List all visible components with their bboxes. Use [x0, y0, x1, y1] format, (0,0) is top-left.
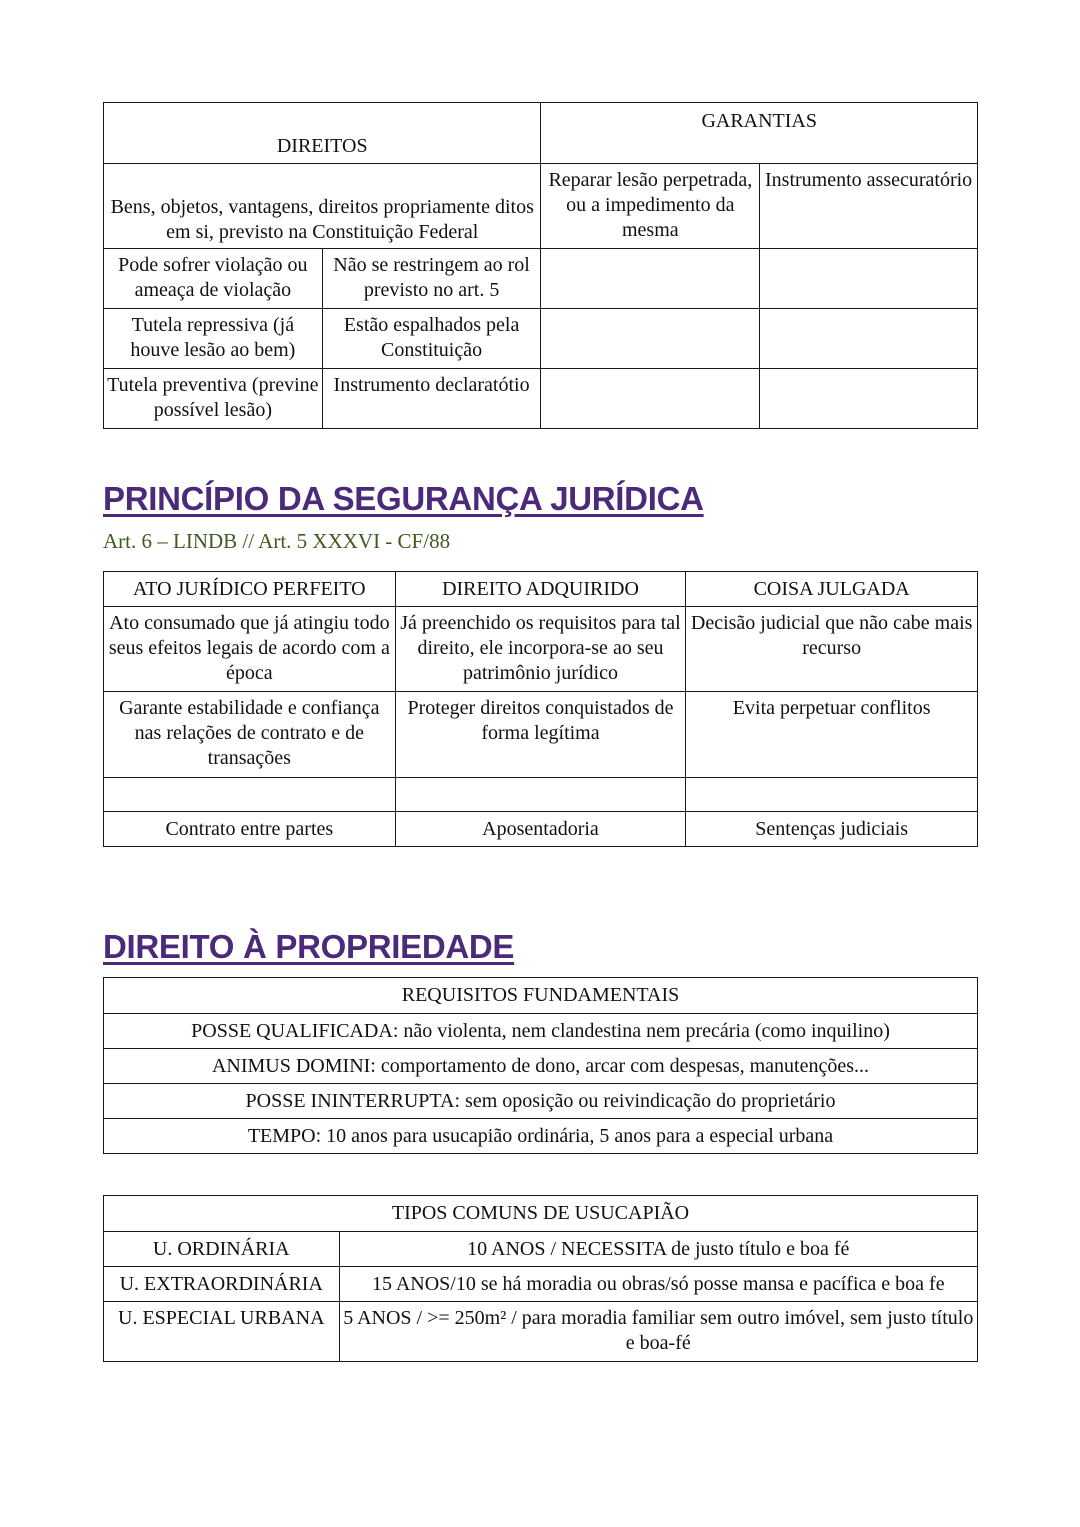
- table-row: [104, 692, 978, 778]
- cell: Proteger direitos conquistados de forma legítima: [395, 692, 686, 778]
- cell: Evita perpetuar conflitos: [686, 692, 978, 778]
- tipo-cell: U. EXTRAORDINÁRIA: [104, 1267, 340, 1302]
- list-item: POSSE QUALIFICADA: não violenta, nem clandestina nem precária (como inquilino): [104, 1014, 978, 1049]
- header-direitos: DIREITOS: [104, 103, 541, 164]
- column-header: COISA JULGADA: [686, 572, 978, 607]
- cell: Já preenchido os requisitos para tal direito, ele incorpora-se ao seu patrimônio jurídico: [395, 607, 686, 692]
- cell: Tutela preventiva (previne possível lesão): [104, 369, 323, 429]
- cell: [760, 249, 978, 309]
- cell: Ato consumado que já atingiu todo seus efeitos legais de acordo com a época: [104, 607, 396, 692]
- cell: Não se restringem ao rol previsto no art. 5: [322, 249, 541, 309]
- cell: Decisão judicial que não cabe mais recurso: [686, 607, 978, 692]
- table-row: [104, 812, 978, 847]
- requisitos-fundamentais-table: [103, 977, 978, 1154]
- desc-cell: 5 ANOS / >= 250m² / para moradia familiar sem outro imóvel, sem justo título e boa-fé: [339, 1302, 977, 1362]
- cell: Instrumento declaratótio: [322, 369, 541, 429]
- cell: [395, 778, 686, 812]
- table-row: [104, 369, 978, 429]
- cell: [104, 778, 396, 812]
- tipo-cell: U. ORDINÁRIA: [104, 1232, 340, 1267]
- seguranca-juridica-table: [103, 571, 978, 847]
- direitos-definition: Bens, objetos, vantagens, direitos propriamente ditos em si, previsto na Constituição Federal: [104, 164, 541, 249]
- direitos-garantias-table: [103, 102, 978, 429]
- cell: Garante estabilidade e confiança nas relações de contrato e de transações: [104, 692, 396, 778]
- tipos-usucapiao-table: [103, 1195, 978, 1362]
- column-header: ATO JURÍDICO PERFEITO: [104, 572, 396, 607]
- cell: Aposentadoria: [395, 812, 686, 847]
- table-row: [104, 249, 978, 309]
- header-garantias: GARANTIAS: [541, 103, 978, 164]
- list-item: TEMPO: 10 anos para usucapião ordinária, 5 anos para a especial urbana: [104, 1119, 978, 1154]
- cell: [686, 778, 978, 812]
- garantias-definition-a: Reparar lesão perpetrada, ou a impedimento da mesma: [541, 164, 760, 249]
- table-header: REQUISITOS FUNDAMENTAIS: [104, 978, 978, 1014]
- cell: [541, 309, 760, 369]
- section-title-seguranca-juridica: PRINCÍPIO DA SEGURANÇA JURÍDICA: [103, 480, 704, 517]
- desc-cell: 15 ANOS/10 se há moradia ou obras/só posse mansa e pacífica e boa fe: [339, 1267, 977, 1302]
- table-row: [104, 1232, 978, 1267]
- list-item: ANIMUS DOMINI: comportamento de dono, arcar com despesas, manutenções...: [104, 1049, 978, 1084]
- cell: Tutela repressiva (já houve lesão ao bem): [104, 309, 323, 369]
- cell: [760, 309, 978, 369]
- table-row: [104, 309, 978, 369]
- desc-cell: 10 ANOS / NECESSITA de justo título e boa fé: [339, 1232, 977, 1267]
- table-row: [104, 778, 978, 812]
- tipo-cell: U. ESPECIAL URBANA: [104, 1302, 340, 1362]
- cell: [541, 249, 760, 309]
- table-row: [104, 1267, 978, 1302]
- section-subtitle-legal-reference: Art. 6 – LINDB // Art. 5 XXXVI - CF/88: [103, 529, 451, 553]
- cell: Pode sofrer violação ou ameaça de violação: [104, 249, 323, 309]
- cell: [760, 369, 978, 429]
- cell: Contrato entre partes: [104, 812, 396, 847]
- cell: [541, 369, 760, 429]
- table-row: [104, 607, 978, 692]
- garantias-definition-b: Instrumento assecuratório: [760, 164, 978, 249]
- cell: Sentenças judiciais: [686, 812, 978, 847]
- table-header: TIPOS COMUNS DE USUCAPIÃO: [104, 1196, 978, 1232]
- table-row: [104, 1302, 978, 1362]
- column-header: DIREITO ADQUIRIDO: [395, 572, 686, 607]
- section-title-direito-propriedade: DIREITO À PROPRIEDADE: [103, 928, 515, 965]
- cell: Estão espalhados pela Constituição: [322, 309, 541, 369]
- list-item: POSSE ININTERRUPTA: sem oposição ou reivindicação do proprietário: [104, 1084, 978, 1119]
